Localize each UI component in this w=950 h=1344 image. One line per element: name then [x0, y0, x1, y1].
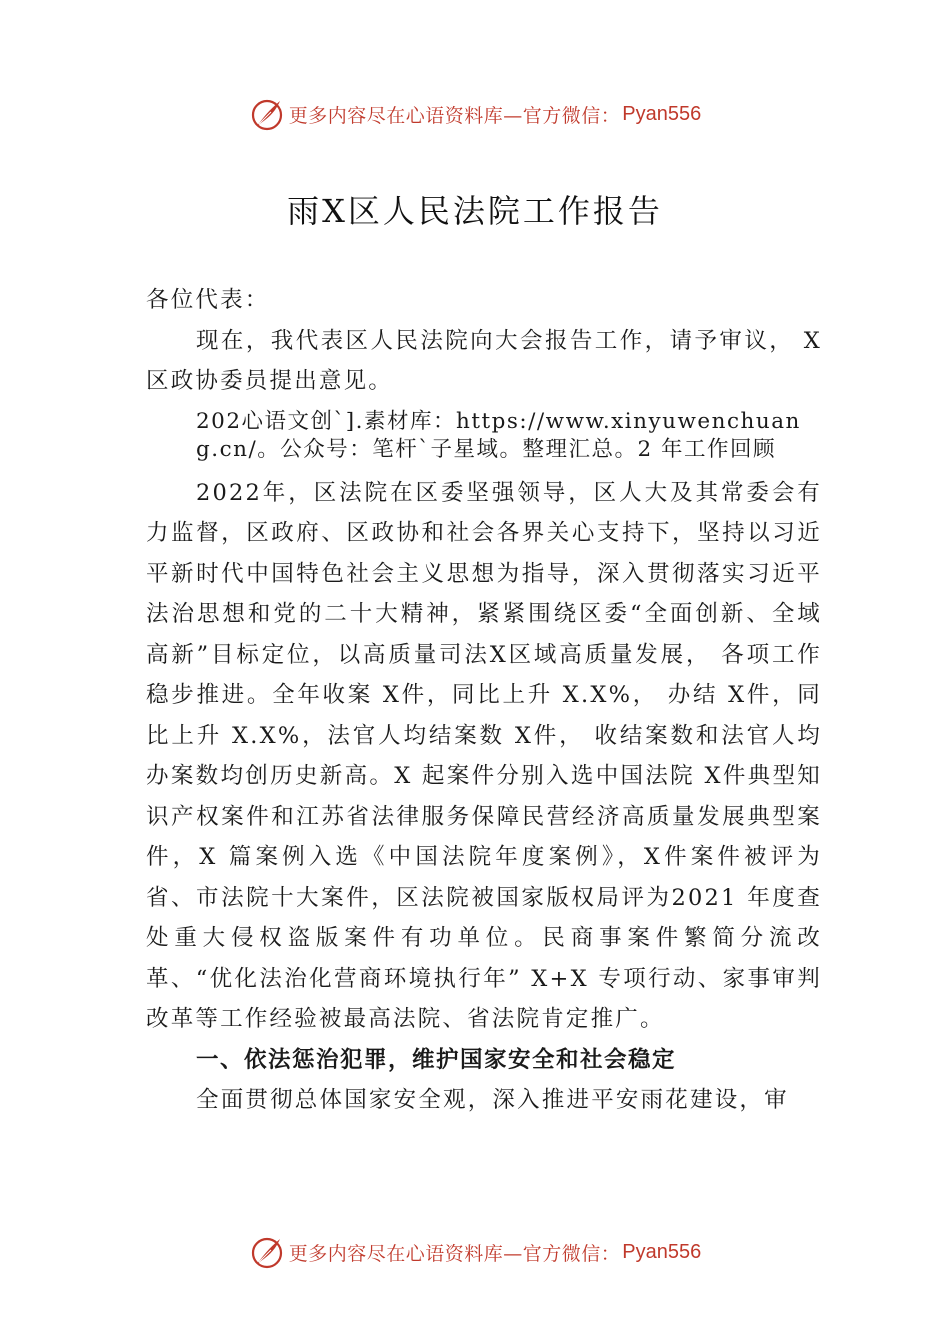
section-first-line: 全面贯彻总体国家安全观，深入推进平安雨花建设，审: [196, 1087, 789, 1113]
section-heading: 一、依法惩治犯罪，维护国家安全和社会稳定: [196, 1046, 677, 1073]
quill-logo-icon: [249, 1234, 285, 1270]
review-paragraph: 2022年，区法院在区委坚强领导，区人大及其常委会有力监督，区政府、区政协和社会各界关心支持下，坚持以习近平新时代中国特色社会主义思想为指导，深入贯彻落实习近平法治思想和党的二十大精神，紧紧围绕区委“全面创新、全域高新”目标定位，以高质量司法X区域高质量发展， 各项工作稳步推进。全年收案 X件，同比上升 X.X%， 办结 X件，同比上升 X.X%，法官人均结案数 X件， 收结案数和法官人均办案数均创历史新高。X 起案件分别入选中国法院 X件典型知识产权案件和江苏省法律服务保障民营经济高质量发展典型案件，X 篇案例入选《中国法院年度案例》，X件案件被评为省、市法院十大案件，区法院被国家版权局评为2021 年度查处重大侵权盗版案件有功单位。民商事案件繁简分流改革、“优化法治化营商环境执行年” X+X 专项行动、家事审判改革等工作经验被最高法院、省法院肯定推广。: [146, 479, 822, 1032]
watermark-wechat-id: Pyan556: [622, 102, 702, 125]
watermark-wechat-id: Pyan556: [622, 1240, 702, 1263]
header-watermark: [0, 94, 950, 134]
quill-logo-icon: [249, 96, 285, 132]
watermark-text: 更多内容尽在心语资料库—官方微信：: [288, 1242, 621, 1265]
intro-paragraph: 现在，我代表区人民法院向大会报告工作，请予审议， X区政协委员提出意见。: [146, 327, 822, 394]
document-title: 雨X区人民法院工作报告: [287, 192, 663, 230]
watermark-text: 更多内容尽在心语资料库—官方微信：: [288, 104, 621, 127]
footer-watermark: [0, 1232, 950, 1272]
salutation: 各位代表：: [146, 287, 270, 313]
document-body: [146, 280, 822, 1121]
source-meta-line: 202心语文创`].素材库：https://www.xinyuwenchuang.cn/。公众号：笔杆`子星域。整理汇总。2 年工作回顾: [196, 408, 801, 462]
